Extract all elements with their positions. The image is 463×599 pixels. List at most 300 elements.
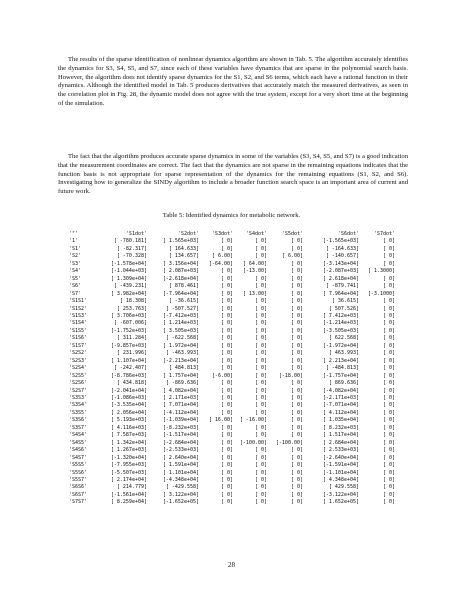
coefficient-cell: [ 0] (382, 357, 395, 364)
coefficient-cell: [-3.505e+03] (322, 327, 359, 334)
coefficient-cell: [ 0] (254, 432, 267, 439)
coefficient-cell: [ 0] (382, 365, 395, 372)
coefficient-cell: [-2.213e+04] (162, 357, 199, 364)
coefficient-cell: [ 0] (254, 283, 267, 290)
coefficient-cell: [ 0] (382, 275, 395, 282)
row-term-cell: 'S4S6' (69, 447, 88, 454)
coefficient-cell: [ 0] (290, 283, 303, 290)
coefficient-cell: [ 0] (382, 454, 395, 461)
coefficient-cell: [ 0] (220, 238, 233, 245)
row-term-cell: 'S2S7' (69, 387, 88, 394)
row-term-cell: 'S4' (69, 268, 82, 275)
row-term-cell: 'S3S7' (69, 424, 88, 431)
table-row (69, 425, 395, 432)
table-row (69, 343, 395, 350)
row-term-cell: 'S1S2' (69, 305, 88, 312)
coefficient-cell: [ 0] (290, 424, 303, 431)
coefficient-cell: [ 0] (382, 335, 395, 342)
coefficient-cell: [ 0] (254, 320, 267, 327)
table-row (69, 417, 395, 424)
coefficient-cell: [ 2.533e+03] (322, 447, 359, 454)
coefficient-cell: [ 0] (290, 245, 303, 252)
coefficient-cell: [ 0] (382, 350, 395, 357)
paragraph-discussion: The fact that the algorithm produces accurate sparse dynamics in some of the variables (S3, S4, S5, and S7) is a good indication that the measurement coordinates are correct. The fact that the dynamics are not sparse in the remaining equations indicates that the function basis is not appropriate for sparse representation of the dynamics for the remaining equations (S1, S2, and S6). Investigating how to generalize the SINDy algorithm to include a broader function search space is an important area of current and future work. (58, 153, 408, 195)
coefficient-cell: [ 2.174e+04] (110, 476, 147, 483)
coefficient-cell: [ 0] (382, 462, 395, 469)
coefficient-cell: [ 0] (220, 424, 233, 431)
coefficient-cell: [ 0] (254, 387, 267, 394)
coefficient-cell: [ 4.082e+04] (162, 387, 199, 394)
coefficient-cell: [ 4.348e+04] (322, 476, 359, 483)
coefficient-cell: [ 0] (254, 499, 267, 506)
coefficient-cell: [-1.044e+03] (110, 268, 147, 275)
coefficient-cell: [-2.041e+04] (110, 387, 147, 394)
coefficient-cell: [ 1.3000] (367, 268, 395, 275)
table-row (69, 373, 395, 380)
coefficient-cell: [ 253.763] (116, 305, 147, 312)
coefficient-cell: [ 0] (254, 469, 267, 476)
table-row (69, 291, 395, 298)
coefficient-cell: [ 0] (290, 268, 303, 275)
coefficient-cell: [ 0] (254, 394, 267, 401)
coefficient-cell: [ 2.618e+04] (322, 275, 359, 282)
paragraph-results: The results of the sparse identification of nonlinear dynamics algorithm are shown in Tab. 5. The algorithm accurately identifies the dynamics for S3, S4, S5, and S7, since each of these variables have dynamics that are sparse in the polynomial search basis. However, the algorithm does not identify sparse dynamics for the S1, S2, and S6 terms, which each have a rational function in their dynamics. Although the identified model in Tab. 5 produces derivatives that accurately match the measured derivatives, as seen in the correlation plot in Fig. 28, the dynamic model does not agree with the true system, except for a very short time at the beginning of the simulation. (58, 56, 408, 107)
coefficient-cell: 'S2dot' (177, 231, 199, 237)
coefficient-cell: [ 1.517e+04] (322, 432, 359, 439)
coefficient-cell: [ 0] (382, 380, 395, 387)
coefficient-cell: [ 0] (290, 298, 303, 305)
coefficient-cell: [ 0] (254, 447, 267, 454)
table-row (69, 328, 395, 335)
coefficient-cell: [ 18.308] (119, 298, 147, 305)
table-row (69, 455, 395, 462)
coefficient-cell: [ 0] (290, 484, 303, 491)
coefficient-cell: [ 1.101e+04] (162, 469, 199, 476)
row-term-cell: 'S2S5' (69, 372, 88, 379)
coefficient-cell: 'S5dot' (281, 231, 303, 237)
coefficient-cell: [ -879.741] (325, 283, 359, 290)
coefficient-cell: [ 0] (290, 357, 303, 364)
coefficient-cell: [-8.232e+03] (162, 424, 199, 431)
coefficient-cell: [ 2.087e+03] (162, 268, 199, 275)
identified-dynamics-table (69, 231, 395, 507)
coefficient-cell: [ 0] (382, 245, 395, 252)
coefficient-cell: [-5.507e+03] (110, 469, 147, 476)
coefficient-cell: [ 869.636] (328, 380, 359, 387)
coefficient-cell: [ 0] (382, 439, 395, 446)
coefficient-cell: [ -780.181] (113, 238, 147, 245)
coefficient-cell: [ -869.636] (165, 380, 199, 387)
coefficient-cell: [-1.320e+04] (110, 454, 147, 461)
coefficient-cell: [-2.618e+04] (162, 275, 199, 282)
coefficient-cell: [ 0] (254, 380, 267, 387)
coefficient-cell: [-1.039e+04] (162, 417, 199, 424)
coefficient-cell: [ 0] (220, 469, 233, 476)
coefficient-cell: [ 0] (220, 432, 233, 439)
coefficient-cell: [ 0] (290, 462, 303, 469)
coefficient-cell: [ 507.526] (328, 305, 359, 312)
row-term-cell: 'S1S4' (69, 320, 88, 327)
coefficient-cell: [ 0] (382, 283, 395, 290)
table-row (69, 358, 395, 365)
coefficient-cell: [ 0] (382, 469, 395, 476)
coefficient-cell: [ 0] (254, 327, 267, 334)
table-row (69, 477, 395, 484)
coefficient-cell: [-18.00] (278, 372, 303, 379)
row-term-cell: '1' (69, 238, 79, 245)
coefficient-cell: 'S7dot' (373, 231, 395, 237)
coefficient-cell: [ 8.259e+04] (110, 499, 147, 506)
coefficient-cell: [ 3.706e+03] (110, 312, 147, 319)
table-row (69, 440, 395, 447)
coefficient-cell: [-3.122e+04] (322, 491, 359, 498)
coefficient-cell: [ 0] (254, 365, 267, 372)
coefficient-cell: [-3.1000] (367, 290, 395, 297)
coefficient-cell: [ 0] (382, 409, 395, 416)
coefficient-cell: [ 1.565e+03] (162, 238, 199, 245)
coefficient-cell: [-13.00] (242, 268, 267, 275)
table-row (69, 462, 395, 469)
coefficient-cell: [ 434.818] (116, 380, 147, 387)
row-term-cell: 'S4S4' (69, 432, 88, 439)
table-caption: Table 5: Identified dynamics for metabolic network. (162, 212, 301, 219)
coefficient-cell: [ 231.996] (116, 350, 147, 357)
coefficient-cell: [ 0] (290, 409, 303, 416)
coefficient-cell: [ 0] (220, 335, 233, 342)
coefficient-cell: [ 0] (254, 454, 267, 461)
coefficient-cell: [ 0] (382, 484, 395, 491)
coefficient-cell: [ 0] (382, 305, 395, 312)
coefficient-cell: [ 0] (220, 290, 233, 297)
coefficient-cell: [ 0] (382, 387, 395, 394)
row-term-cell: 'S5S5' (69, 462, 88, 469)
coefficient-cell: [ 2.056e+04] (110, 409, 147, 416)
coefficient-cell: [ 0] (220, 484, 233, 491)
table-row (69, 470, 395, 477)
coefficient-cell: [ 0] (254, 424, 267, 431)
coefficient-cell: [ -16.00] (239, 417, 267, 424)
coefficient-cell: [ 0] (290, 499, 303, 506)
table-row (69, 492, 395, 499)
coefficient-cell: [ 0] (290, 402, 303, 409)
table-row (69, 402, 395, 409)
coefficient-cell: [ 1.309e+04] (110, 275, 147, 282)
coefficient-cell: [ 0] (220, 283, 233, 290)
coefficient-cell: [ 6.00] (281, 253, 303, 260)
coefficient-cell: [ 16.00] (208, 417, 233, 424)
coefficient-cell: [ 0] (254, 298, 267, 305)
coefficient-cell: [ 0] (382, 253, 395, 260)
coefficient-cell: [ 0] (290, 417, 303, 424)
table-row (69, 432, 395, 439)
row-term-cell: 'S1S3' (69, 312, 88, 319)
coefficient-cell: [ 4.112e+04] (322, 409, 359, 416)
table-row (69, 306, 395, 313)
coefficient-cell: [ 0] (382, 342, 395, 349)
coefficient-cell: [ 0] (382, 417, 395, 424)
table-row (69, 335, 395, 342)
coefficient-cell: [-1.517e+04] (162, 432, 199, 439)
coefficient-cell: [ 0] (220, 342, 233, 349)
coefficient-cell: 'S6dot' (337, 231, 359, 237)
coefficient-cell: [ 0] (254, 491, 267, 498)
coefficient-cell: [ 1.214e+03] (162, 320, 199, 327)
coefficient-cell: [ 8.232e+03] (322, 424, 359, 431)
coefficient-cell: [-2.640e+04] (322, 454, 359, 461)
coefficient-cell: [ 214.779] (116, 484, 147, 491)
table-row (69, 238, 395, 245)
row-term-cell: 'S7S7' (69, 499, 88, 506)
coefficient-cell: [ 1.267e+03] (110, 447, 147, 454)
row-term-cell: 'S4S7' (69, 454, 88, 461)
row-term-cell: 'S1S1' (69, 298, 88, 305)
coefficient-cell: [-4.348e+04] (162, 476, 199, 483)
coefficient-cell: [ 0] (290, 312, 303, 319)
row-term-cell: 'S2S2' (69, 350, 88, 357)
table-row (69, 499, 395, 506)
coefficient-cell: [ 36.615] (331, 298, 359, 305)
coefficient-cell: [ 0] (290, 380, 303, 387)
coefficient-cell: [ -507.527] (165, 305, 199, 312)
coefficient-cell: [ 0] (382, 402, 395, 409)
coefficient-cell: [ 7.587e+03] (110, 432, 147, 439)
coefficient-cell: [ 7.964e+04] (322, 290, 359, 297)
coefficient-cell: [ 134.657] (168, 253, 199, 260)
coefficient-cell: [ 0] (290, 350, 303, 357)
coefficient-cell: [ 0] (290, 454, 303, 461)
coefficient-cell: [ 0] (382, 327, 395, 334)
coefficient-cell: [-2.533e+03] (162, 447, 199, 454)
coefficient-cell: [ 429.558] (328, 484, 359, 491)
coefficient-cell: [ 0] (254, 253, 267, 260)
coefficient-cell: [-1.561e+04] (110, 491, 147, 498)
coefficient-cell: [ -429.558] (165, 484, 199, 491)
coefficient-cell: [ 0] (220, 365, 233, 372)
coefficient-cell: [-64.00] (208, 260, 233, 267)
coefficient-cell: [ 0] (290, 469, 303, 476)
coefficient-cell: [ 0] (290, 365, 303, 372)
table-row (69, 380, 395, 387)
coefficient-cell: [-7.964e+04] (162, 290, 199, 297)
table-row (69, 261, 395, 268)
table-row (69, 268, 395, 275)
coefficient-cell: [ 0] (382, 424, 395, 431)
row-term-cell: 'S2' (69, 253, 82, 260)
table-row (69, 276, 395, 283)
coefficient-cell: [ -622.568] (165, 335, 199, 342)
table-row (69, 484, 395, 491)
row-term-cell: 'S5S6' (69, 469, 88, 476)
coefficient-cell: [ 2.171e+03] (162, 394, 199, 401)
coefficient-cell: [ 0] (382, 312, 395, 319)
coefficient-cell: [ 0] (290, 387, 303, 394)
table-row (69, 388, 395, 395)
coefficient-cell: [-7.955e+03] (110, 462, 147, 469)
coefficient-cell: [ 0] (220, 357, 233, 364)
coefficient-cell: [ 0] (220, 476, 233, 483)
coefficient-cell: [ 311.284] (116, 335, 147, 342)
coefficient-cell: [ 484.813] (168, 365, 199, 372)
coefficient-cell: [ 0] (254, 402, 267, 409)
coefficient-cell: [ 0] (290, 290, 303, 297)
coefficient-cell: 'S1dot' (125, 231, 147, 237)
coefficient-cell: [ 0] (220, 305, 233, 312)
coefficient-cell: [ -242.407] (113, 365, 147, 372)
coefficient-cell: [ 0] (382, 298, 395, 305)
row-term-cell: '"' (69, 231, 79, 237)
row-term-cell: 'S3S6' (69, 417, 88, 424)
coefficient-cell: [-2.087e+03] (322, 268, 359, 275)
coefficient-cell: [ 1.972e+04] (162, 342, 199, 349)
coefficient-cell: [ 0] (290, 335, 303, 342)
table-row (69, 253, 395, 260)
coefficient-cell: [ 0] (220, 394, 233, 401)
coefficient-cell: [ 0] (382, 447, 395, 454)
coefficient-cell: [ 3.982e+04] (110, 290, 147, 297)
row-term-cell: 'S6' (69, 283, 82, 290)
coefficient-cell: [ 0] (254, 245, 267, 252)
table-row (69, 246, 395, 253)
coefficient-cell: [ 0] (254, 275, 267, 282)
row-term-cell: 'S1' (69, 245, 82, 252)
coefficient-cell: [ 0] (220, 447, 233, 454)
coefficient-cell: [ 1.757e+04] (162, 372, 199, 379)
coefficient-cell: [-6.00] (211, 372, 233, 379)
coefficient-cell: [ 64.00] (242, 260, 267, 267)
coefficient-cell: [ 0] (254, 238, 267, 245)
coefficient-cell: [ 13.00] (242, 290, 267, 297)
coefficient-cell: [ 0] (290, 260, 303, 267)
row-term-cell: 'S3' (69, 260, 82, 267)
coefficient-cell: [ 622.568] (328, 335, 359, 342)
row-term-cell: 'S7' (69, 290, 82, 297)
coefficient-cell: [ 0] (290, 275, 303, 282)
coefficient-cell: [ 0] (382, 491, 395, 498)
coefficient-cell: [-1.591e+04] (322, 462, 359, 469)
coefficient-cell: [ 0] (382, 372, 395, 379)
coefficient-cell: [ 3.122e+04] (162, 491, 199, 498)
coefficient-cell: [ 0] (220, 327, 233, 334)
coefficient-cell: [ 0] (290, 305, 303, 312)
coefficient-cell: [ 0] (254, 484, 267, 491)
coefficient-cell: [ 5.193e+03] (110, 417, 147, 424)
coefficient-cell: [ -82.317] (116, 245, 147, 252)
coefficient-cell: [ 0] (220, 298, 233, 305)
coefficient-cell: [-7.412e+03] (162, 312, 199, 319)
coefficient-cell: [ 0] (290, 327, 303, 334)
coefficient-cell: [ 0] (220, 454, 233, 461)
coefficient-cell: [ 1.652e+05] (322, 499, 359, 506)
coefficient-cell: [ 0] (254, 305, 267, 312)
coefficient-cell: [ 7.071e+04] (162, 402, 199, 409)
coefficient-cell: [-1.086e+03] (110, 394, 147, 401)
table-row (69, 298, 395, 305)
coefficient-cell: [-1.214e+03] (322, 320, 359, 327)
coefficient-cell: [ -439.231] (113, 283, 147, 290)
table-row (69, 395, 395, 402)
coefficient-cell: [ -70.328] (116, 253, 147, 260)
row-term-cell: 'S3S3' (69, 394, 88, 401)
coefficient-cell: [-1.565e+03] (322, 238, 359, 245)
row-term-cell: 'S5' (69, 275, 82, 282)
coefficient-cell: [-1.972e+04] (322, 342, 359, 349)
table-row (69, 320, 395, 327)
coefficient-cell: [ 3.156e+04] (162, 260, 199, 267)
coefficient-cell: [ 0] (290, 432, 303, 439)
coefficient-cell: [ 2.684e+04] (322, 439, 359, 446)
coefficient-cell: [ 4.116e+03] (110, 424, 147, 431)
coefficient-cell: [ 2.640e+04] (162, 454, 199, 461)
coefficient-cell: [ 6.00] (211, 253, 233, 260)
coefficient-cell: [ -484.813] (325, 365, 359, 372)
coefficient-cell: [ 0] (254, 335, 267, 342)
coefficient-cell: [-9.857e+03] (110, 342, 147, 349)
row-term-cell: 'S2S6' (69, 380, 88, 387)
row-term-cell: 'S3S5' (69, 409, 88, 416)
coefficient-cell: [ 0] (382, 476, 395, 483)
coefficient-cell: [-4.112e+04] (162, 409, 199, 416)
coefficient-cell: [-100.00] (275, 439, 303, 446)
table-row (69, 447, 395, 454)
coefficient-cell: [ 0] (254, 312, 267, 319)
row-term-cell: 'S2S4' (69, 365, 88, 372)
row-term-cell: 'S6S7' (69, 491, 88, 498)
coefficient-cell: [ 0] (220, 268, 233, 275)
coefficient-cell: [ 0] (220, 312, 233, 319)
coefficient-cell: [ 0] (290, 238, 303, 245)
coefficient-cell: [ 0] (220, 245, 233, 252)
coefficient-cell: [ 2.213e+04] (322, 357, 359, 364)
row-term-cell: 'S1S7' (69, 342, 88, 349)
coefficient-cell: [ 0] (290, 320, 303, 327)
coefficient-cell: [ 0] (290, 491, 303, 498)
page-number: 28 (228, 561, 235, 569)
coefficient-cell: [ 0] (382, 394, 395, 401)
table-row (69, 350, 395, 357)
coefficient-cell: [ 0] (220, 409, 233, 416)
coefficient-cell: [ 0] (254, 409, 267, 416)
table-row (69, 283, 395, 290)
table-row (69, 410, 395, 417)
coefficient-cell: [ 878.461] (168, 283, 199, 290)
coefficient-cell: [ 164.633] (168, 245, 199, 252)
coefficient-cell: [-1.652e+05] (162, 499, 199, 506)
row-term-cell: 'S6S6' (69, 484, 88, 491)
coefficient-cell: [ 0] (254, 350, 267, 357)
coefficient-cell: 'S4dot' (245, 231, 267, 237)
coefficient-cell: [-2.171e+03] (322, 394, 359, 401)
coefficient-cell: [ -36.615] (168, 298, 199, 305)
coefficient-cell: [ -463.993] (165, 350, 199, 357)
coefficient-cell: [ 0] (220, 402, 233, 409)
coefficient-cell: [ 0] (382, 499, 395, 506)
coefficient-cell: [-1.757e+04] (322, 372, 359, 379)
coefficient-cell: [ 0] (220, 462, 233, 469)
table-row (69, 365, 395, 372)
coefficient-cell: [-1.752e+03] (110, 327, 147, 334)
coefficient-cell: [-1.101e+04] (322, 469, 359, 476)
row-term-cell: 'S2S3' (69, 357, 88, 364)
coefficient-cell: [ 0] (220, 275, 233, 282)
coefficient-cell: [ 0] (220, 350, 233, 357)
coefficient-cell: [-100.00] (239, 439, 267, 446)
coefficient-cell: [-2.684e+04] (162, 439, 199, 446)
coefficient-cell: [ 1.035e+04] (322, 417, 359, 424)
coefficient-cell: [ 0] (220, 439, 233, 446)
row-term-cell: 'S1S5' (69, 327, 88, 334)
coefficient-cell: [ 0] (220, 380, 233, 387)
coefficient-cell: [ 0] (220, 491, 233, 498)
